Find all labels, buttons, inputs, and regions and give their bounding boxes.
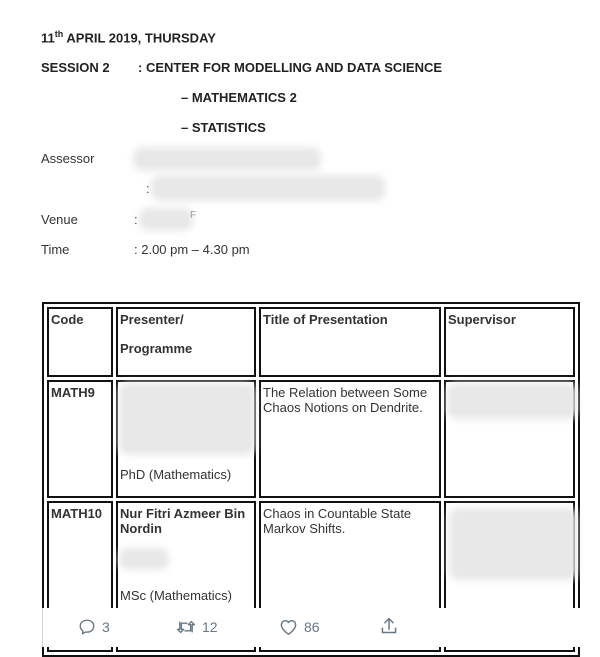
row-title: The Relation between Some Chaos Notions on Dendrite. bbox=[259, 380, 441, 498]
time-value: : 2.00 pm – 4.30 pm bbox=[134, 242, 250, 257]
header-presenter bbox=[116, 307, 256, 377]
row-title: Chaos in Countable State Markov Shifts. bbox=[259, 501, 441, 619]
row-presenter-name: Nur Fitri Azmeer Bin Nordin bbox=[120, 506, 246, 536]
row-presenter bbox=[116, 380, 256, 498]
reply-button[interactable] bbox=[78, 618, 110, 636]
retweet-icon bbox=[176, 618, 196, 636]
redacted-presenter bbox=[124, 388, 250, 450]
assessor-label: Assessor bbox=[41, 151, 95, 166]
redacted-venue bbox=[144, 213, 188, 226]
schedule-table bbox=[42, 302, 580, 657]
venue-colon: : bbox=[134, 212, 138, 227]
heart-icon bbox=[279, 618, 298, 636]
session-sub-mathematics: – MATHEMATICS 2 bbox=[181, 90, 297, 105]
row-code: MATH10 bbox=[47, 501, 113, 619]
redacted-assessor-2 bbox=[156, 180, 380, 196]
header-supervisor: Supervisor bbox=[444, 307, 575, 377]
venue-tail: F bbox=[190, 210, 197, 221]
table-header-row bbox=[47, 307, 575, 377]
date-suffix: th bbox=[54, 29, 64, 39]
table-row bbox=[47, 501, 575, 619]
table-row bbox=[47, 380, 575, 498]
reply-icon bbox=[78, 618, 96, 636]
row-presenter bbox=[116, 501, 256, 619]
header-programme-label: Programme bbox=[120, 341, 193, 356]
session-value: : CENTER FOR MODELLING AND DATA SCIENCE bbox=[138, 60, 443, 75]
redacted-id bbox=[124, 553, 164, 565]
session-label: SESSION 2 bbox=[41, 60, 110, 75]
venue-label: Venue bbox=[41, 212, 78, 227]
date-day: 11 bbox=[41, 30, 55, 46]
redacted-supervisor bbox=[454, 513, 572, 575]
redacted-assessor-1 bbox=[138, 152, 316, 166]
row-code: MATH9 bbox=[47, 380, 113, 498]
row-supervisor bbox=[444, 380, 575, 498]
date-rest: APRIL 2019, THURSDAY bbox=[63, 30, 216, 46]
redacted-supervisor bbox=[452, 388, 572, 414]
share-button[interactable] bbox=[380, 616, 404, 636]
like-button[interactable] bbox=[279, 618, 320, 636]
date-line bbox=[41, 29, 216, 45]
header-title: Title of Presentation bbox=[259, 307, 441, 377]
share-icon bbox=[380, 616, 398, 636]
row-programme: MSc (Mathematics) bbox=[120, 588, 232, 603]
session-sub-statistics: – STATISTICS bbox=[181, 120, 266, 135]
thread-line bbox=[42, 608, 43, 647]
row-programme: PhD (Mathematics) bbox=[120, 467, 232, 482]
like-count: 86 bbox=[304, 619, 320, 635]
header-presenter-label: Presenter/ bbox=[120, 312, 184, 327]
retweet-count: 12 bbox=[202, 619, 218, 635]
header-code: Code bbox=[47, 307, 113, 377]
assessor-colon: : bbox=[146, 181, 150, 196]
time-label: Time bbox=[41, 242, 70, 257]
row-supervisor bbox=[444, 501, 575, 619]
retweet-button[interactable] bbox=[176, 618, 218, 636]
reply-count: 3 bbox=[102, 619, 110, 635]
